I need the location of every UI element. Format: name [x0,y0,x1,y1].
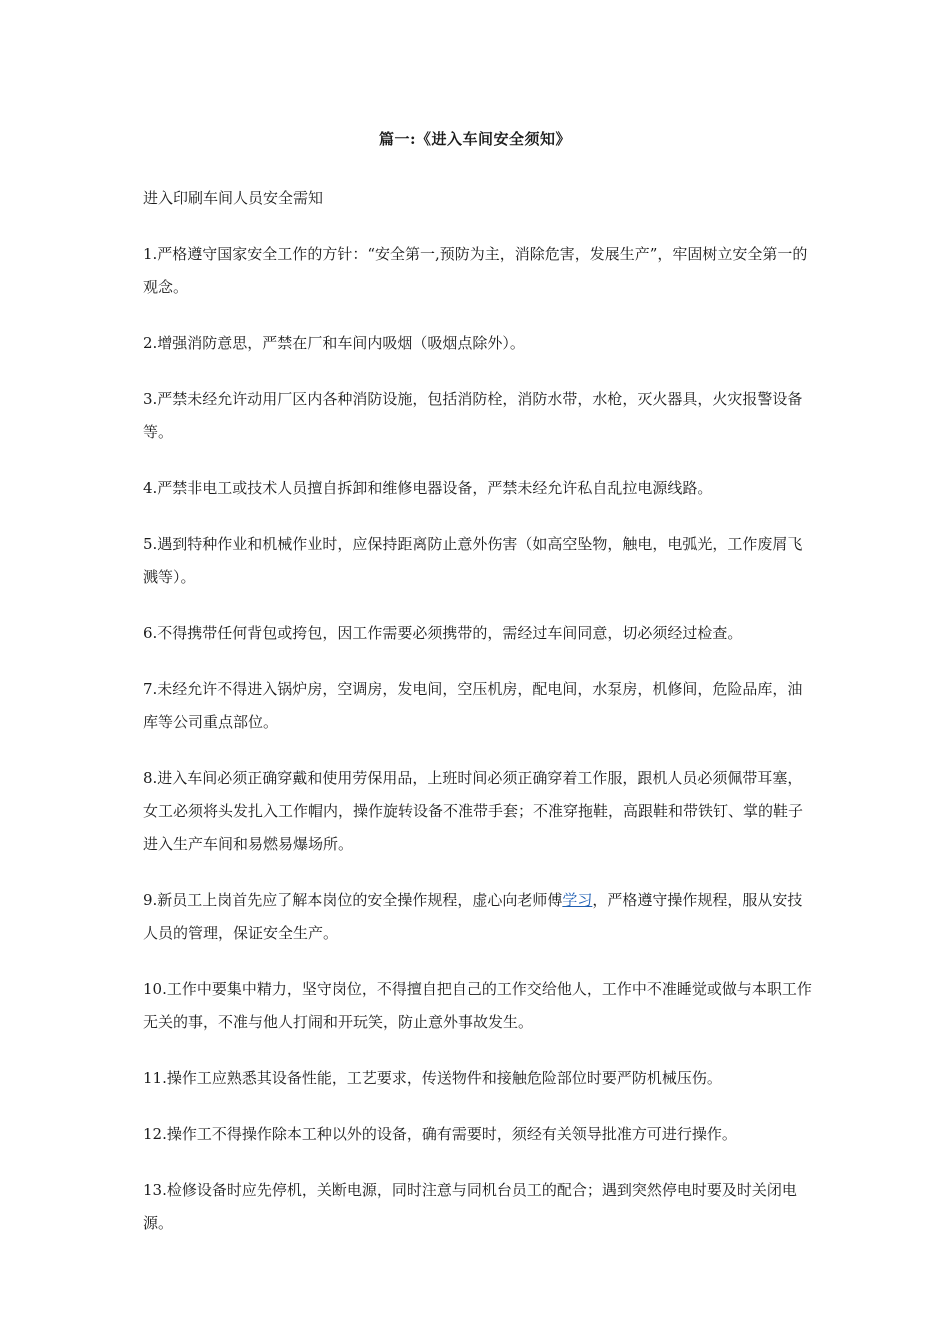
rule-item-9-text-before: 9.新员工上岗首先应了解本岗位的安全操作规程，虚心向老师傅 [143,891,563,909]
document-subtitle: 进入印刷车间人员安全需知 [143,189,324,207]
document-title: 篇一:《进入车间安全须知》 [378,130,572,148]
study-link[interactable]: 学习 [562,891,593,909]
rule-item-12: 12.操作工不得操作除本工种以外的设备，确有需要时，须经有关领导批准方可进行操作。 [143,1125,737,1143]
rule-item-9 [143,884,815,950]
rule-item-2: 2.增强消防意思，严禁在厂和车间内吸烟（吸烟点除外）。 [143,334,525,352]
rule-item-8: 8.进入车间必须正确穿戴和使用劳保用品，上班时间必须正确穿着工作服，跟机人员必须佩带耳塞，女工必须将头发扎入工作帽内，操作旋转设备不准带手套；不准穿拖鞋，高跟鞋和带铁钉、掌的鞋子进入生产车间和易燃易爆场所。 [143,769,804,853]
rule-item-1: 1.严格遵守国家安全工作的方针：“安全第一,预防为主，消除危害，发展生产”，牢固树立安全第一的观念。 [143,245,808,296]
rule-item-10: 10.工作中要集中精力，坚守岗位，不得擅自把自己的工作交给他人，工作中不准睡觉或做与本职工作无关的事，不准与他人打闹和开玩笑，防止意外事故发生。 [143,980,812,1031]
rule-item-5: 5.遇到特种作业和机械作业时，应保持距离防止意外伤害（如高空坠物，触电，电弧光，工作废屑飞溅等）。 [143,535,803,586]
document-body [143,182,815,1263]
rule-item-9-text-after: ，严格遵守操作规程，服从安技人员的管理，保证安全生产。 [143,891,803,942]
rule-item-3: 3.严禁未经允许动用厂区内各种消防设施，包括消防栓，消防水带，水枪，灭火器具，火灾报警设备等。 [143,390,803,441]
rule-item-11: 11.操作工应熟悉其设备性能，工艺要求，传送物件和接触危险部位时要严防机械压伤。 [143,1069,722,1087]
rule-item-4: 4.严禁非电工或技术人员擅自拆卸和维修电器设备，严禁未经允许私自乱拉电源线路。 [143,479,713,497]
rule-item-6: 6.不得携带任何背包或挎包，因工作需要必须携带的，需经过车间同意，切必须经过检查。 [143,624,743,642]
rule-item-13: 13.检修设备时应先停机，关断电源，同时注意与同机台员工的配合；遇到突然停电时要及时关闭电源。 [143,1181,797,1232]
rule-item-7: 7.未经允许不得进入锅炉房，空调房，发电间，空压机房，配电间，水泵房，机修间，危险品库，油库等公司重点部位。 [143,680,803,731]
